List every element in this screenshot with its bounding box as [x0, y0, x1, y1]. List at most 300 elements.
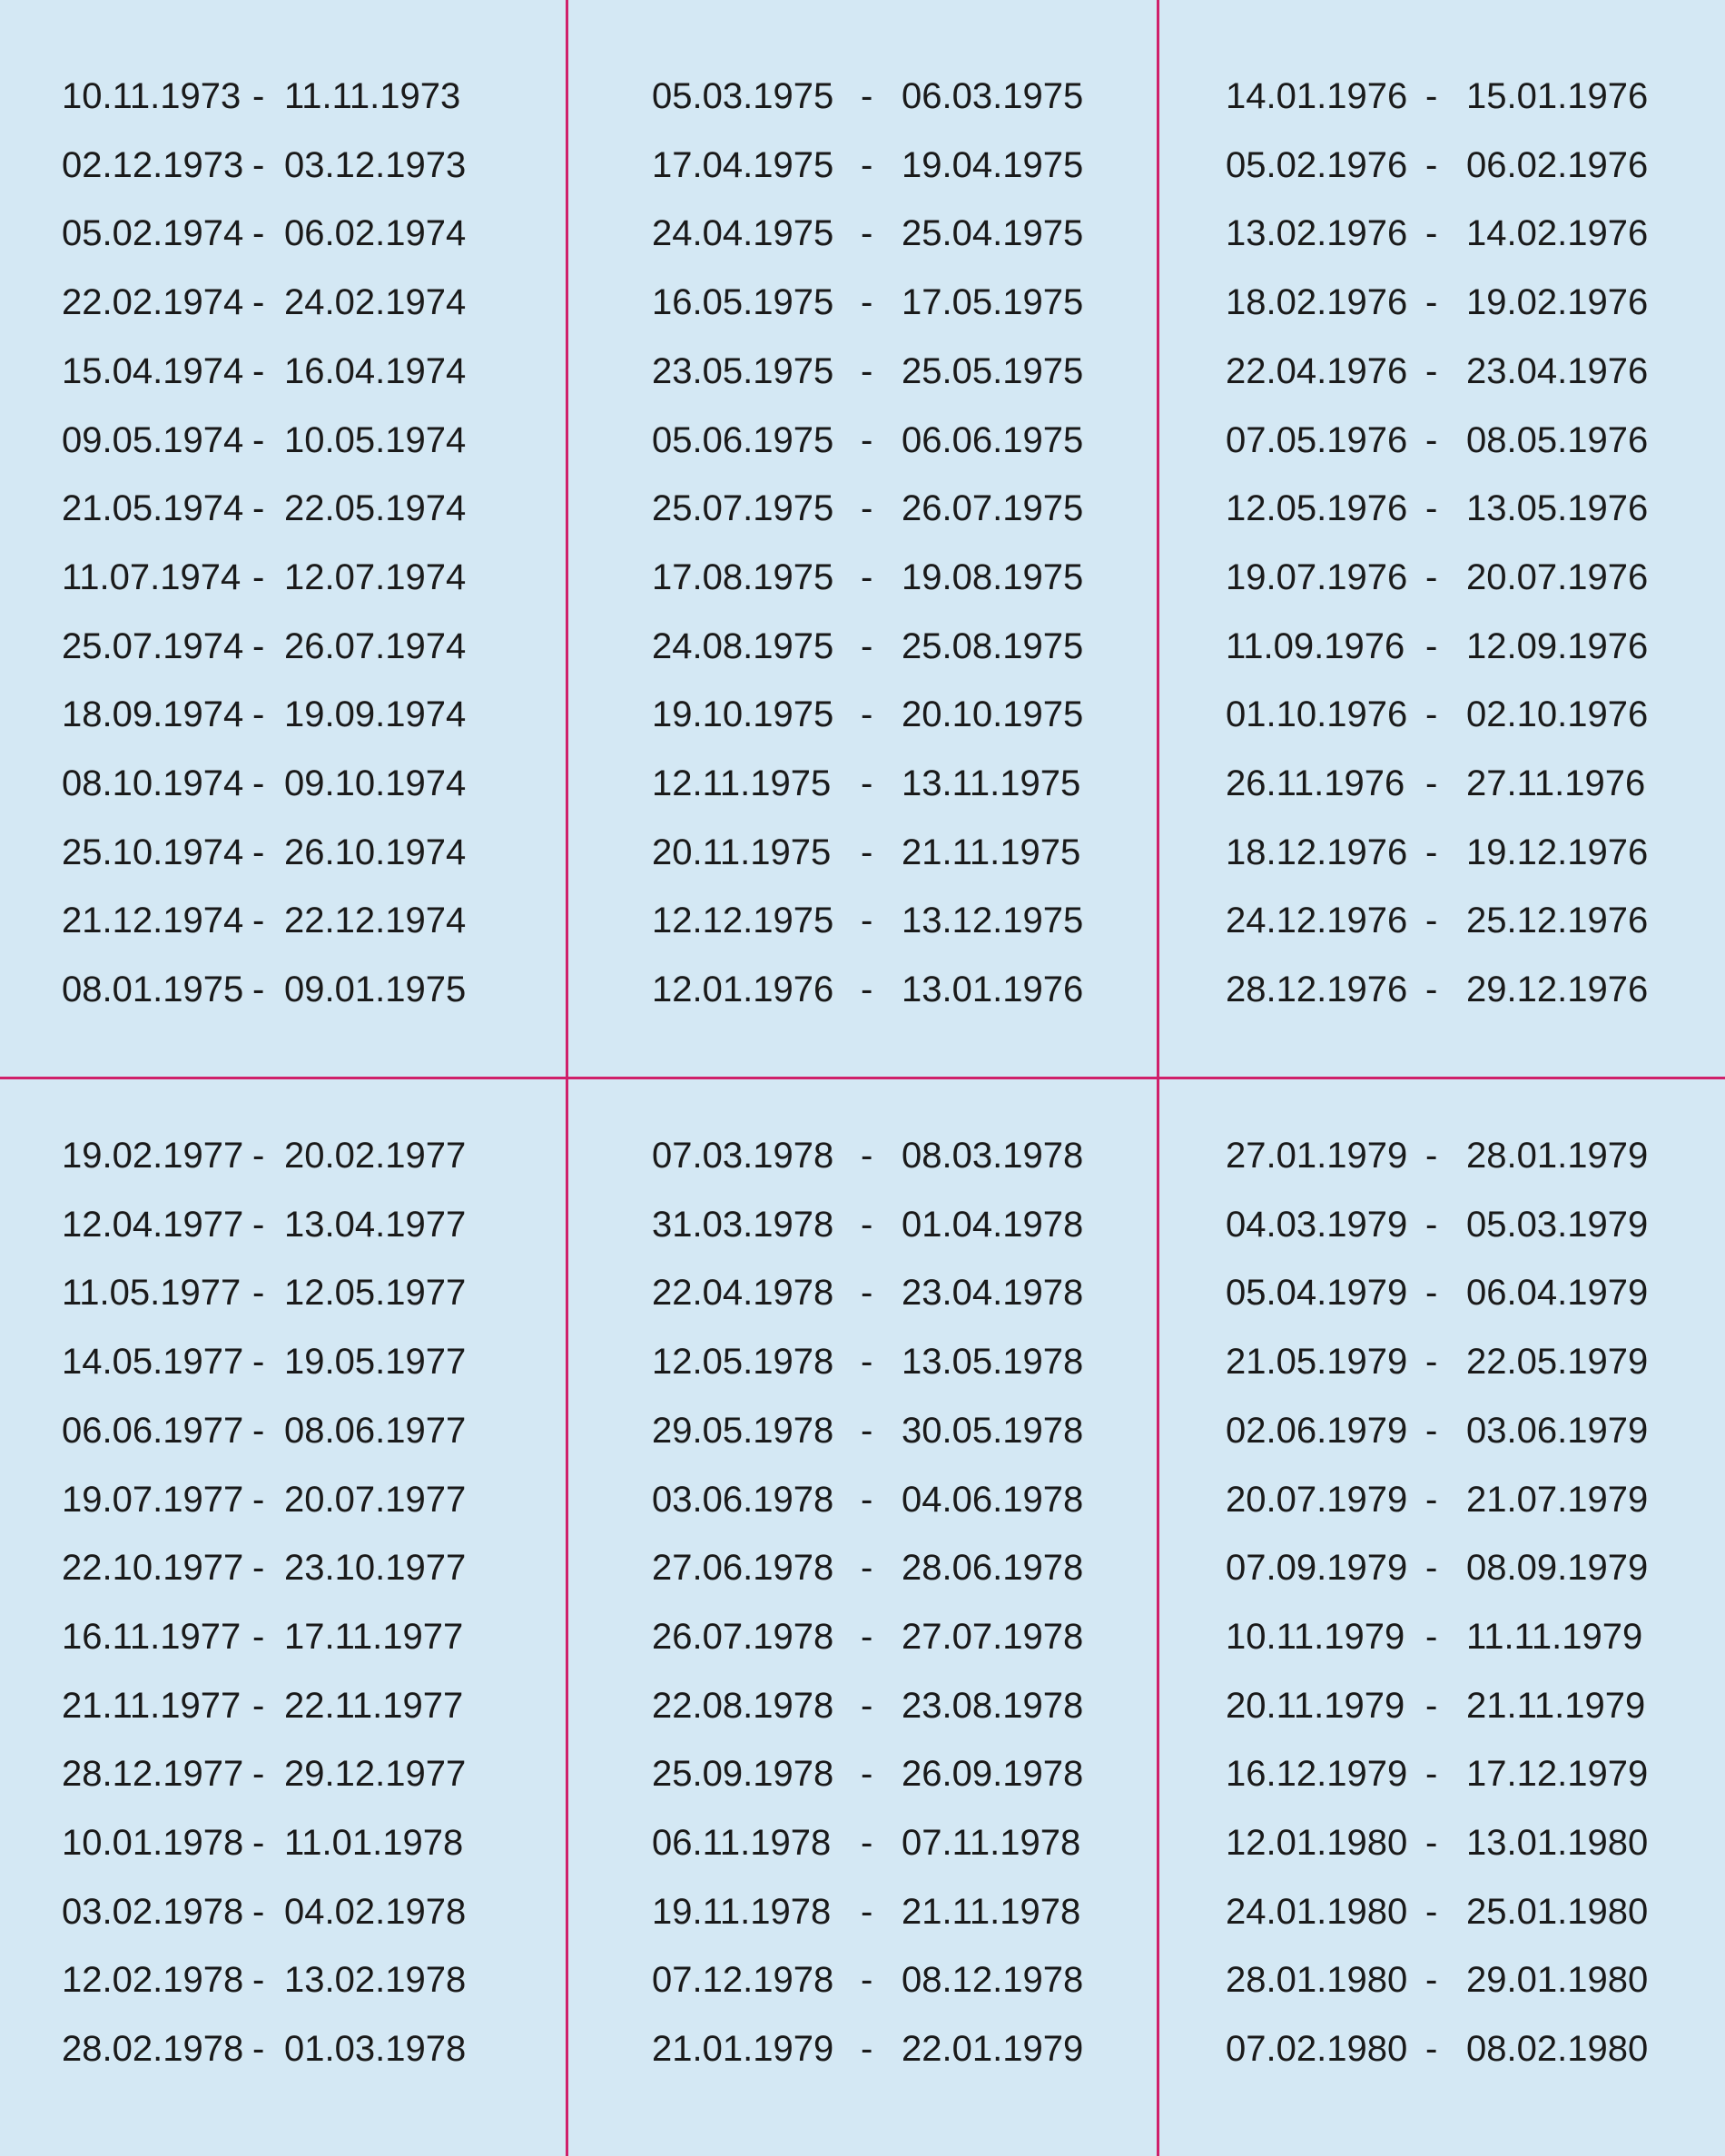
start-date: 16.11.1977 [62, 1617, 242, 1657]
date-range-row [1226, 962, 1725, 1017]
date-range-row [1226, 1679, 1725, 1733]
end-date: 01.04.1978 [902, 1205, 1084, 1245]
range-separator: - [252, 1823, 265, 1863]
end-date: 09.10.1974 [284, 763, 467, 803]
end-date: 25.05.1975 [902, 351, 1084, 391]
range-separator: - [1425, 1342, 1438, 1382]
end-date: 12.07.1974 [284, 557, 467, 597]
date-range-row [652, 687, 1160, 742]
end-date: 14.02.1976 [1466, 213, 1649, 253]
date-range-row [1226, 275, 1725, 330]
start-date: 14.05.1977 [62, 1342, 244, 1382]
range-separator: - [861, 2029, 873, 2069]
end-date: 26.07.1974 [284, 626, 467, 666]
date-range-row [62, 1610, 570, 1664]
start-date: 07.05.1976 [1226, 420, 1408, 460]
start-date: 27.06.1978 [652, 1548, 834, 1588]
date-range-row [652, 1472, 1160, 1527]
end-date: 20.07.1977 [284, 1480, 467, 1520]
range-separator: - [861, 1273, 873, 1313]
date-range-row [62, 2022, 570, 2076]
date-range-row [1226, 619, 1725, 674]
start-date: 10.01.1978 [62, 1823, 244, 1863]
range-separator: - [861, 1686, 873, 1726]
end-date: 24.02.1974 [284, 282, 467, 322]
range-separator: - [252, 351, 265, 391]
range-separator: - [252, 420, 265, 460]
start-date: 24.04.1975 [652, 213, 834, 253]
range-separator: - [1425, 1892, 1438, 1932]
start-date: 07.03.1978 [652, 1136, 834, 1176]
start-date: 08.01.1975 [62, 970, 244, 1009]
date-range-row [1226, 138, 1725, 192]
end-date: 23.08.1978 [902, 1686, 1084, 1726]
range-separator: - [1425, 1548, 1438, 1588]
end-date: 12.05.1977 [284, 1273, 467, 1313]
range-separator: - [861, 763, 873, 803]
date-range-row [652, 1816, 1160, 1870]
start-date: 05.02.1974 [62, 213, 244, 253]
start-date: 12.01.1980 [1226, 1823, 1408, 1863]
end-date: 29.12.1976 [1466, 970, 1649, 1009]
end-date: 13.05.1978 [902, 1342, 1084, 1382]
range-separator: - [252, 1754, 265, 1794]
date-range-row [652, 550, 1160, 605]
date-range-row [62, 893, 570, 948]
range-separator: - [861, 76, 873, 116]
start-date: 12.05.1978 [652, 1342, 834, 1382]
start-date: 21.12.1974 [62, 901, 244, 940]
range-separator: - [861, 1548, 873, 1588]
start-date: 07.09.1979 [1226, 1548, 1408, 1588]
end-date: 13.12.1975 [902, 901, 1084, 940]
start-date: 25.10.1974 [62, 832, 244, 872]
date-range-row [652, 69, 1160, 123]
date-range-row [62, 1403, 570, 1458]
date-range-row [62, 138, 570, 192]
date-range-row [652, 1403, 1160, 1458]
end-date: 23.04.1976 [1466, 351, 1649, 391]
range-separator: - [252, 145, 265, 185]
end-date: 25.04.1975 [902, 213, 1084, 253]
start-date: 03.06.1978 [652, 1480, 834, 1520]
date-range-row [62, 1885, 570, 1939]
end-date: 08.02.1980 [1466, 2029, 1649, 2069]
end-date: 26.10.1974 [284, 832, 467, 872]
date-range-row [62, 687, 570, 742]
end-date: 21.11.1975 [902, 832, 1081, 872]
date-range-row [652, 1679, 1160, 1733]
end-date: 20.10.1975 [902, 694, 1084, 734]
end-date: 19.04.1975 [902, 145, 1084, 185]
start-date: 24.12.1976 [1226, 901, 1408, 940]
range-separator: - [1425, 1754, 1438, 1794]
date-range-row [652, 1197, 1160, 1252]
start-date: 29.05.1978 [652, 1411, 834, 1451]
range-separator: - [1425, 1136, 1438, 1176]
start-date: 19.02.1977 [62, 1136, 244, 1176]
end-date: 22.11.1977 [284, 1686, 464, 1726]
date-range-row [652, 1265, 1160, 1320]
range-separator: - [1425, 213, 1438, 253]
start-date: 02.12.1973 [62, 145, 244, 185]
end-date: 06.02.1974 [284, 213, 467, 253]
range-separator: - [861, 282, 873, 322]
range-separator: - [252, 832, 265, 872]
range-separator: - [861, 1136, 873, 1176]
start-date: 04.03.1979 [1226, 1205, 1408, 1245]
range-separator: - [1425, 1205, 1438, 1245]
date-range-row [652, 1747, 1160, 1801]
range-separator: - [1425, 282, 1438, 322]
start-date: 05.06.1975 [652, 420, 834, 460]
start-date: 21.11.1977 [62, 1686, 242, 1726]
date-panel-top-right [1226, 69, 1725, 1031]
start-date: 14.01.1976 [1226, 76, 1408, 116]
start-date: 24.08.1975 [652, 626, 834, 666]
range-separator: - [861, 557, 873, 597]
start-date: 22.04.1976 [1226, 351, 1408, 391]
start-date: 19.10.1975 [652, 694, 834, 734]
date-range-row [1226, 481, 1725, 536]
start-date: 02.06.1979 [1226, 1411, 1408, 1451]
end-date: 13.04.1977 [284, 1205, 467, 1245]
end-date: 19.02.1976 [1466, 282, 1649, 322]
start-date: 10.11.1979 [1226, 1617, 1405, 1657]
range-separator: - [1425, 626, 1438, 666]
date-range-row [62, 962, 570, 1017]
range-separator: - [252, 76, 265, 116]
end-date: 11.11.1973 [284, 76, 461, 116]
end-date: 11.01.1978 [284, 1823, 464, 1863]
start-date: 20.11.1975 [652, 832, 832, 872]
start-date: 15.04.1974 [62, 351, 244, 391]
date-range-row [1226, 1197, 1725, 1252]
range-separator: - [252, 970, 265, 1009]
range-separator: - [252, 1960, 265, 2000]
date-range-row [652, 893, 1160, 948]
start-date: 17.04.1975 [652, 145, 834, 185]
date-range-row [652, 756, 1160, 811]
range-separator: - [861, 1617, 873, 1657]
start-date: 12.01.1976 [652, 970, 834, 1009]
date-panel-top-left [62, 69, 570, 1031]
date-range-row [62, 825, 570, 880]
end-date: 19.05.1977 [284, 1342, 467, 1382]
horizontal-divider [0, 1077, 1725, 1079]
end-date: 28.06.1978 [902, 1548, 1084, 1588]
date-range-row [1226, 1747, 1725, 1801]
start-date: 22.02.1974 [62, 282, 244, 322]
start-date: 19.11.1978 [652, 1892, 832, 1932]
end-date: 17.12.1979 [1466, 1754, 1649, 1794]
range-separator: - [1425, 832, 1438, 872]
date-range-row [62, 481, 570, 536]
end-date: 10.05.1974 [284, 420, 467, 460]
range-separator: - [1425, 1960, 1438, 2000]
date-panel-bottom-left [62, 1128, 570, 2091]
range-separator: - [861, 626, 873, 666]
date-range-row [62, 1747, 570, 1801]
date-range-row [652, 1128, 1160, 1183]
range-separator: - [1425, 763, 1438, 803]
end-date: 23.04.1978 [902, 1273, 1084, 1313]
date-range-row [1226, 206, 1725, 261]
start-date: 31.03.1978 [652, 1205, 834, 1245]
end-date: 20.02.1977 [284, 1136, 467, 1176]
range-separator: - [252, 1892, 265, 1932]
date-range-row [1226, 893, 1725, 948]
end-date: 17.11.1977 [284, 1617, 464, 1657]
range-separator: - [861, 1754, 873, 1794]
date-range-row [62, 1679, 570, 1733]
range-separator: - [861, 488, 873, 528]
start-date: 18.12.1976 [1226, 832, 1408, 872]
start-date: 06.11.1978 [652, 1823, 832, 1863]
range-separator: - [252, 1273, 265, 1313]
date-range-row [1226, 1128, 1725, 1183]
range-separator: - [861, 213, 873, 253]
date-range-row [652, 1953, 1160, 2007]
date-range-row [62, 206, 570, 261]
range-separator: - [861, 1411, 873, 1451]
date-range-row [1226, 1265, 1725, 1320]
end-date: 29.01.1980 [1466, 1960, 1649, 2000]
end-date: 22.05.1979 [1466, 1342, 1649, 1382]
end-date: 09.01.1975 [284, 970, 467, 1009]
start-date: 12.04.1977 [62, 1205, 244, 1245]
end-date: 04.06.1978 [902, 1480, 1084, 1520]
range-separator: - [861, 970, 873, 1009]
end-date: 12.09.1976 [1466, 626, 1649, 666]
start-date: 27.01.1979 [1226, 1136, 1408, 1176]
date-range-row [652, 619, 1160, 674]
end-date: 16.04.1974 [284, 351, 467, 391]
date-range-row [652, 1610, 1160, 1664]
start-date: 21.05.1974 [62, 488, 244, 528]
range-separator: - [861, 901, 873, 940]
start-date: 12.12.1975 [652, 901, 834, 940]
end-date: 08.12.1978 [902, 1960, 1084, 2000]
end-date: 27.11.1976 [1466, 763, 1646, 803]
start-date: 18.02.1976 [1226, 282, 1408, 322]
date-range-row [1226, 1472, 1725, 1527]
start-date: 01.10.1976 [1226, 694, 1408, 734]
end-date: 21.11.1978 [902, 1892, 1081, 1932]
start-date: 09.05.1974 [62, 420, 244, 460]
start-date: 19.07.1977 [62, 1480, 244, 1520]
end-date: 17.05.1975 [902, 282, 1084, 322]
start-date: 12.11.1975 [652, 763, 832, 803]
start-date: 07.12.1978 [652, 1960, 834, 2000]
range-separator: - [861, 1823, 873, 1863]
date-range-row [1226, 413, 1725, 468]
range-separator: - [252, 901, 265, 940]
date-range-row [62, 1953, 570, 2007]
end-date: 03.06.1979 [1466, 1411, 1649, 1451]
range-separator: - [1425, 694, 1438, 734]
range-separator: - [861, 420, 873, 460]
start-date: 11.07.1974 [62, 557, 242, 597]
date-range-row [652, 1885, 1160, 1939]
range-separator: - [861, 145, 873, 185]
date-range-row [1226, 1816, 1725, 1870]
end-date: 19.12.1976 [1466, 832, 1649, 872]
end-date: 13.11.1975 [902, 763, 1081, 803]
start-date: 07.02.1980 [1226, 2029, 1408, 2069]
start-date: 25.07.1975 [652, 488, 834, 528]
date-range-row [62, 344, 570, 399]
end-date: 15.01.1976 [1466, 76, 1649, 116]
start-date: 18.09.1974 [62, 694, 244, 734]
end-date: 22.01.1979 [902, 2029, 1084, 2069]
start-date: 12.05.1976 [1226, 488, 1408, 528]
date-panel-bottom-middle [652, 1128, 1160, 2091]
start-date: 11.05.1977 [62, 1273, 242, 1313]
range-separator: - [1425, 2029, 1438, 2069]
date-range-row [1226, 1403, 1725, 1458]
start-date: 21.05.1979 [1226, 1342, 1408, 1382]
date-range-row [62, 69, 570, 123]
end-date: 25.12.1976 [1466, 901, 1649, 940]
start-date: 25.07.1974 [62, 626, 244, 666]
end-date: 02.10.1976 [1466, 694, 1649, 734]
date-range-row [62, 1265, 570, 1320]
start-date: 03.02.1978 [62, 1892, 244, 1932]
start-date: 21.01.1979 [652, 2029, 834, 2069]
date-range-row [62, 550, 570, 605]
end-date: 08.06.1977 [284, 1411, 467, 1451]
date-range-row [652, 481, 1160, 536]
range-separator: - [1425, 1617, 1438, 1657]
date-range-row [62, 756, 570, 811]
range-separator: - [861, 351, 873, 391]
date-range-row [62, 1128, 570, 1183]
start-date: 05.03.1975 [652, 76, 834, 116]
date-range-row [1226, 550, 1725, 605]
end-date: 20.07.1976 [1466, 557, 1649, 597]
end-date: 04.02.1978 [284, 1892, 467, 1932]
end-date: 03.12.1973 [284, 145, 467, 185]
range-separator: - [252, 626, 265, 666]
range-separator: - [861, 1342, 873, 1382]
date-range-row [652, 962, 1160, 1017]
start-date: 22.04.1978 [652, 1273, 834, 1313]
date-range-row [652, 1334, 1160, 1389]
end-date: 08.03.1978 [902, 1136, 1084, 1176]
range-separator: - [861, 694, 873, 734]
range-separator: - [252, 1342, 265, 1382]
start-date: 11.09.1976 [1226, 626, 1405, 666]
end-date: 29.12.1977 [284, 1754, 467, 1794]
start-date: 05.02.1976 [1226, 145, 1408, 185]
date-range-row [62, 413, 570, 468]
date-range-row [1226, 69, 1725, 123]
start-date: 22.08.1978 [652, 1686, 834, 1726]
end-date: 26.07.1975 [902, 488, 1084, 528]
end-date: 27.07.1978 [902, 1617, 1084, 1657]
range-separator: - [861, 1480, 873, 1520]
end-date: 08.09.1979 [1466, 1548, 1649, 1588]
range-separator: - [1425, 557, 1438, 597]
date-range-row [1226, 1953, 1725, 2007]
range-separator: - [252, 1686, 265, 1726]
end-date: 13.01.1980 [1466, 1823, 1649, 1863]
start-date: 22.10.1977 [62, 1548, 244, 1588]
range-separator: - [861, 1892, 873, 1932]
end-date: 11.11.1979 [1466, 1617, 1643, 1657]
range-separator: - [252, 1411, 265, 1451]
date-range-row [652, 275, 1160, 330]
start-date: 12.02.1978 [62, 1960, 244, 2000]
date-range-row [1226, 825, 1725, 880]
date-range-row [652, 413, 1160, 468]
range-separator: - [252, 2029, 265, 2069]
start-date: 24.01.1980 [1226, 1892, 1408, 1932]
start-date: 26.11.1976 [1226, 763, 1405, 803]
end-date: 19.09.1974 [284, 694, 467, 734]
end-date: 26.09.1978 [902, 1754, 1084, 1794]
range-separator: - [1425, 1480, 1438, 1520]
start-date: 28.12.1977 [62, 1754, 244, 1794]
range-separator: - [1425, 1823, 1438, 1863]
range-separator: - [861, 1205, 873, 1245]
range-separator: - [1425, 420, 1438, 460]
range-separator: - [252, 213, 265, 253]
end-date: 07.11.1978 [902, 1823, 1081, 1863]
start-date: 17.08.1975 [652, 557, 834, 597]
range-separator: - [1425, 351, 1438, 391]
date-range-row [652, 138, 1160, 192]
range-separator: - [1425, 145, 1438, 185]
start-date: 26.07.1978 [652, 1617, 834, 1657]
range-separator: - [252, 1617, 265, 1657]
date-range-row [62, 1334, 570, 1389]
end-date: 06.02.1976 [1466, 145, 1649, 185]
end-date: 25.08.1975 [902, 626, 1084, 666]
date-range-row [62, 1197, 570, 1252]
end-date: 19.08.1975 [902, 557, 1084, 597]
end-date: 22.05.1974 [284, 488, 467, 528]
end-date: 05.03.1979 [1466, 1205, 1649, 1245]
start-date: 06.06.1977 [62, 1411, 244, 1451]
end-date: 06.03.1975 [902, 76, 1084, 116]
start-date: 20.11.1979 [1226, 1686, 1405, 1726]
start-date: 08.10.1974 [62, 763, 244, 803]
end-date: 21.07.1979 [1466, 1480, 1649, 1520]
date-range-row [652, 825, 1160, 880]
date-panel-bottom-right [1226, 1128, 1725, 2091]
start-date: 10.11.1973 [62, 76, 242, 116]
date-range-row [1226, 1541, 1725, 1595]
end-date: 06.04.1979 [1466, 1273, 1649, 1313]
range-separator: - [1425, 970, 1438, 1009]
date-range-row [1226, 687, 1725, 742]
start-date: 28.12.1976 [1226, 970, 1408, 1009]
date-range-row [62, 619, 570, 674]
end-date: 01.03.1978 [284, 2029, 467, 2069]
end-date: 23.10.1977 [284, 1548, 467, 1588]
range-separator: - [252, 763, 265, 803]
date-range-row [652, 344, 1160, 399]
date-range-row [62, 1816, 570, 1870]
range-separator: - [1425, 1273, 1438, 1313]
end-date: 13.05.1976 [1466, 488, 1649, 528]
start-date: 28.01.1980 [1226, 1960, 1408, 2000]
date-range-row [62, 275, 570, 330]
end-date: 30.05.1978 [902, 1411, 1084, 1451]
end-date: 08.05.1976 [1466, 420, 1649, 460]
